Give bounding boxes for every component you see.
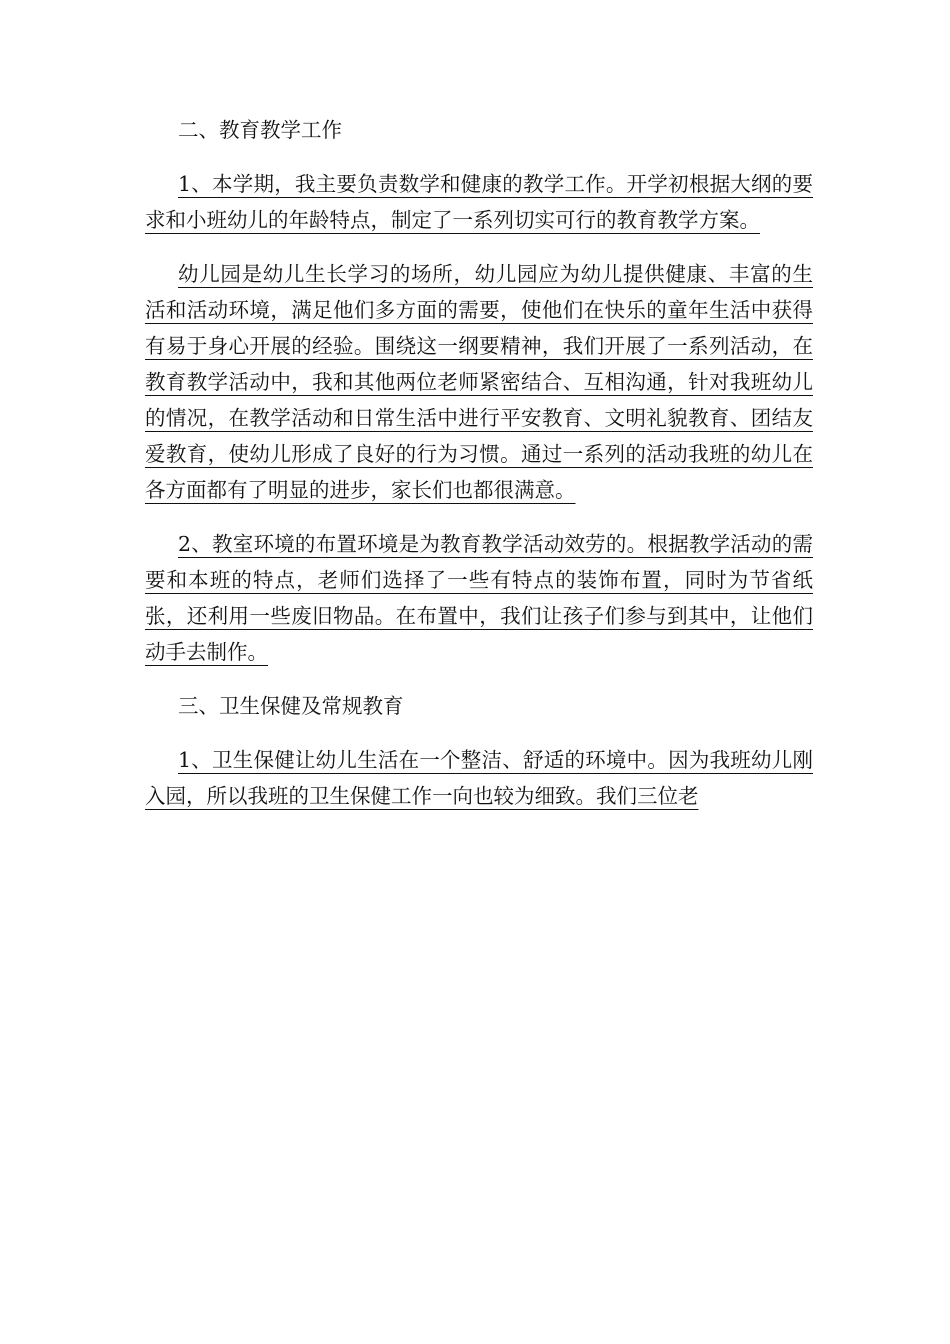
paragraph-text: 2、教室环境的布置环境是为教育教学活动效劳的。根据教学活动的需要和本班的特点，老师们选择了一些有特点的装饰布置，同时为节省纸张，还利用一些废旧物品。在布置中，我们让孩子们参与到其中，让他们动手去制作。: [145, 532, 813, 664]
paragraph-classroom-layout: [145, 526, 813, 670]
paragraph-health-care: [145, 742, 813, 814]
paragraph-kindergarten-environment: [145, 256, 813, 508]
paragraph-text: 幼儿园是幼儿生长学习的场所，幼儿园应为幼儿提供健康、丰富的生活和活动环境，满足他们多方面的需要，使他们在快乐的童年生活中获得有易于身心开展的经验。围绕这一纲要精神，我们开展了一系列活动，在教育教学活动中，我和其他两位老师紧密结合、互相沟通，针对我班幼儿的情况，在教学活动和日常生活中进行平安教育、文明礼貌教育、团结友爱教育，使幼儿形成了良好的行为习惯。通过一系列的活动我班的幼儿在各方面都有了明显的进步，家长们也都很满意。: [145, 262, 813, 502]
section-heading-text: 三、卫生保健及常规教育: [178, 694, 404, 718]
paragraph-teaching-plan: [145, 166, 813, 238]
section-heading-education: [145, 112, 813, 148]
section-heading-health: [145, 688, 813, 724]
document-body: [145, 112, 813, 832]
paragraph-text: 1、卫生保健让幼儿生活在一个整洁、舒适的环境中。因为我班幼儿刚入园，所以我班的卫生保健工作一向也较为细致。我们三位老: [145, 748, 813, 808]
section-heading-text: 二、教育教学工作: [178, 118, 342, 142]
paragraph-text: 1、本学期，我主要负责数学和健康的教学工作。开学初根据大纲的要求和小班幼儿的年龄特点，制定了一系列切实可行的教育教学方案。: [145, 172, 813, 232]
